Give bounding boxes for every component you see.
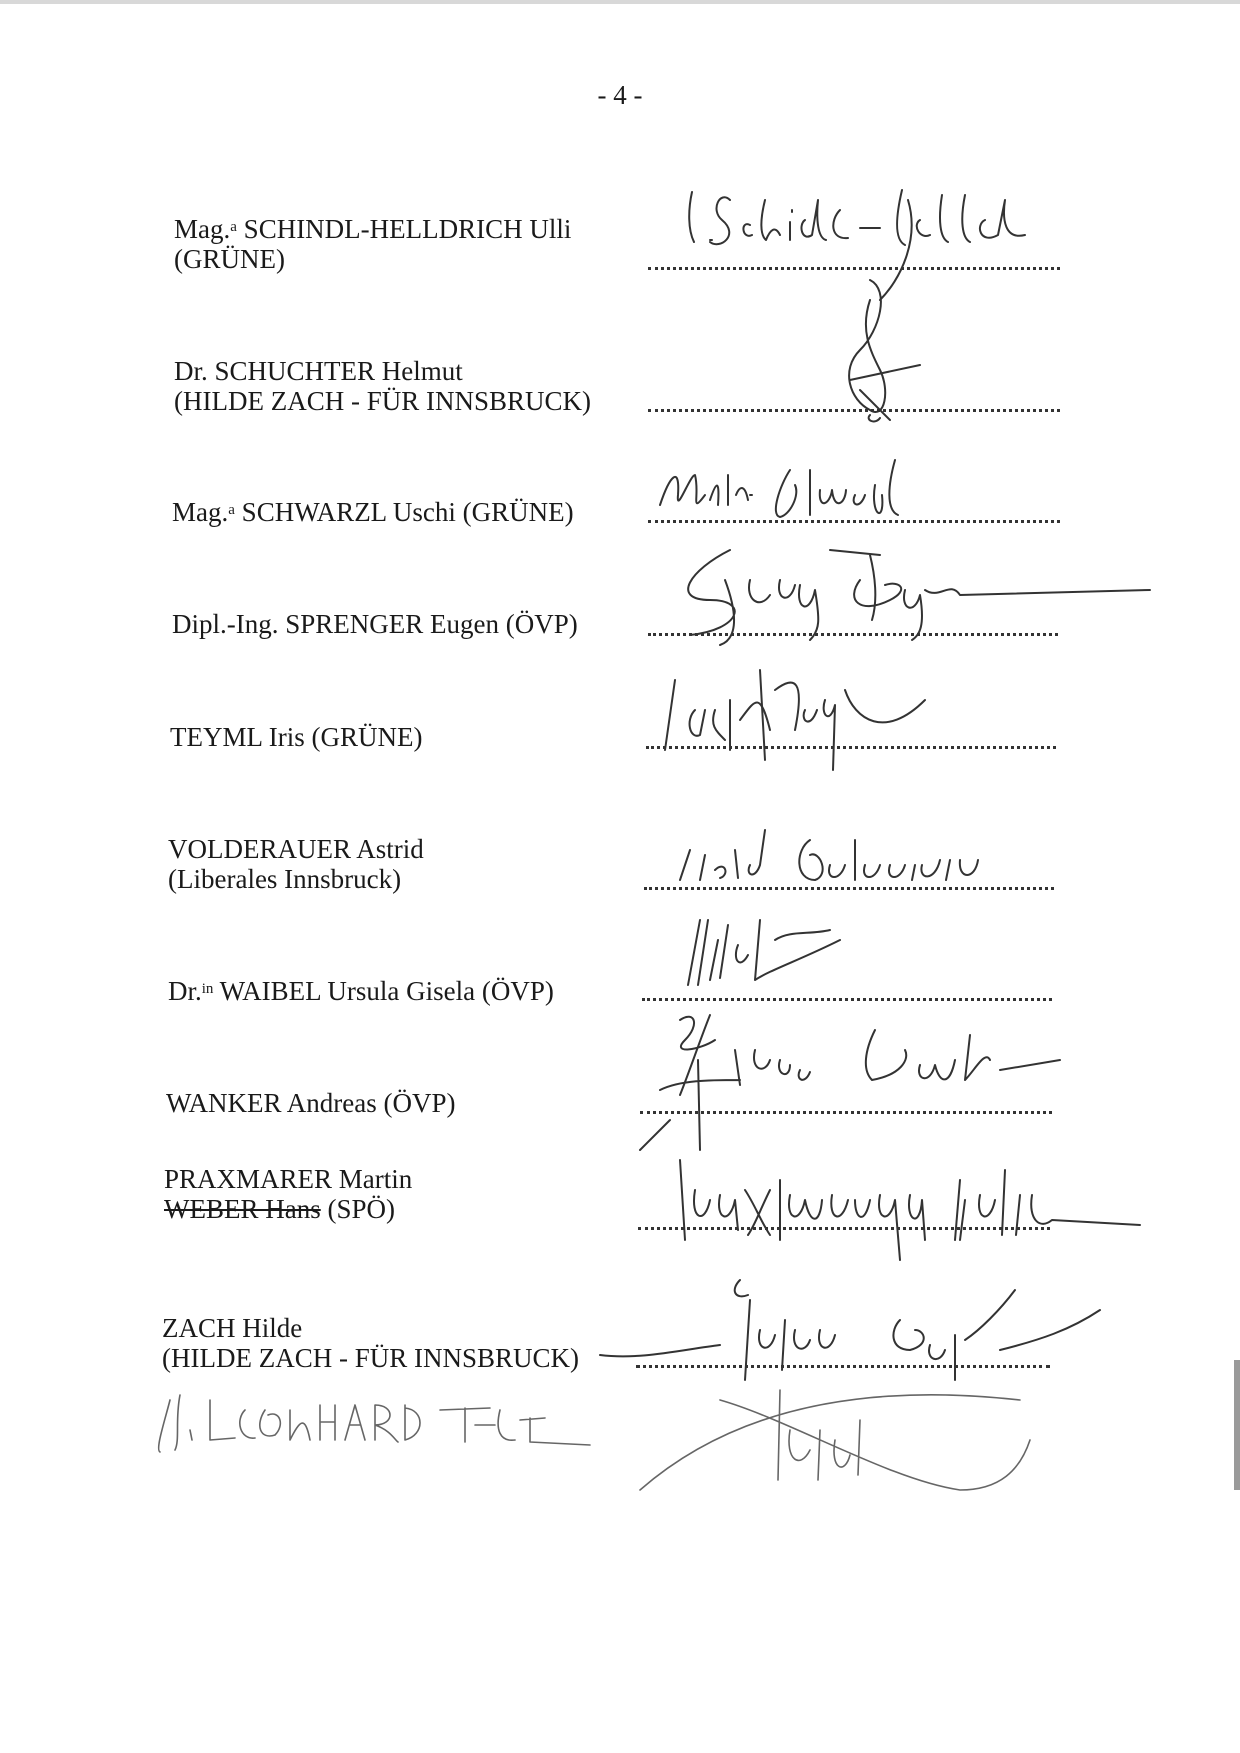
- signature-teyml: [655, 660, 995, 780]
- signatory-name: WANKER Andreas (ÖVP): [166, 1088, 456, 1118]
- page-number: - 4 -: [597, 80, 643, 110]
- signatory-name: ZACH Hilde (HILDE ZACH - FÜR INNSBRUCK): [162, 1313, 579, 1373]
- signatory-name: Dr.$^{in}$ WAIBEL Ursula Gisela (ÖVP): [168, 976, 554, 1006]
- signature-volderauer: [660, 820, 1060, 910]
- signature-praxmarer: [660, 1140, 1140, 1270]
- signatory-name: Dipl.-Ing. SPRENGER Eugen (ÖVP): [172, 609, 578, 639]
- signatory-name: PRAXMARER Martin WEBER Hans (SPÖ): [164, 1164, 413, 1224]
- signature-waibel: [680, 900, 920, 990]
- signature-extra-cross: [640, 1360, 1060, 1500]
- signatory-name: VOLDERAUER Astrid (Liberales Innsbruck): [168, 834, 424, 894]
- struck-name: WEBER Hans: [164, 1194, 321, 1224]
- signature-wanker: [640, 1000, 1100, 1160]
- signature-schindl-helldrich: [680, 180, 1060, 280]
- signature-sprenger: [650, 540, 1170, 650]
- scan-edge-top: [0, 0, 1240, 4]
- signatory-name: Dr. SCHUCHTER Helmut (HILDE ZACH - FÜR INNSBRUCK): [174, 356, 591, 416]
- signature-schwarzl: [650, 455, 1010, 535]
- signature-schuchter: [830, 270, 950, 430]
- signatory-name: TEYML Iris (GRÜNE): [170, 722, 423, 752]
- signature-pertl: [150, 1380, 590, 1460]
- signatory-name: Mag.$^a$ SCHWARZL Uschi (GRÜNE): [172, 497, 574, 527]
- signatory-name: Mag.$^a$ SCHINDL-HELLDRICH Ulli (GRÜNE): [174, 214, 572, 274]
- scan-edge-right: [1234, 1360, 1240, 1490]
